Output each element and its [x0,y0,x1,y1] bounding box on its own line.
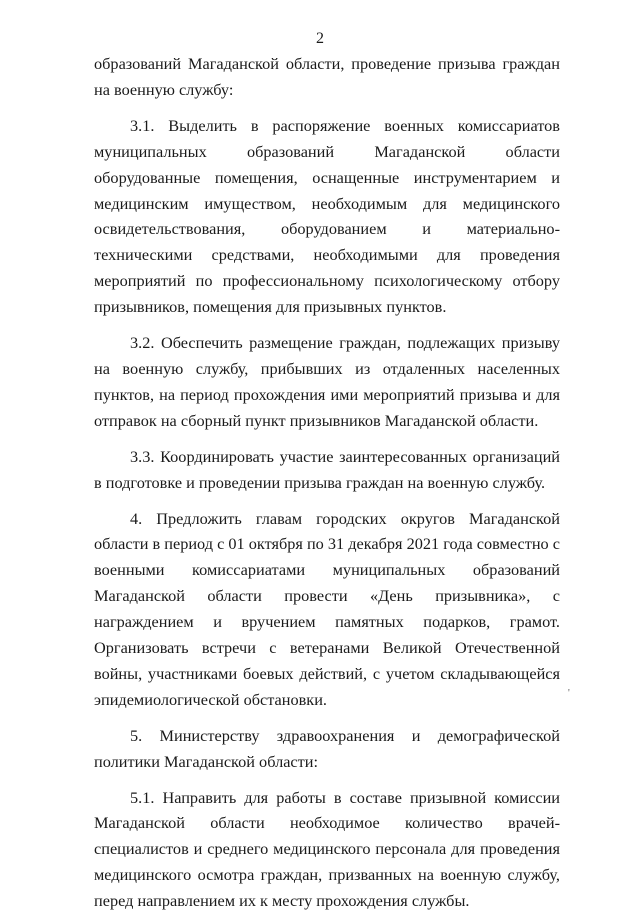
document-body [94,51,560,914]
paragraph-5: 5. Министерству здравоохранения и демографической политики Магаданской области: [94,725,560,771]
page-number: 2 [316,30,324,47]
paragraph-continuation: образований Магаданской области, проведение призыва граждан на военную службу: [94,54,560,99]
paragraph-4: 4. Предложить главам городских округов Магаданской области в период с 01 октября по 31 декабря 2021 года совместно с военными комиссариатами муниципальных образований Магаданской области провести «День призывника», с награждением и вручением памятных подарков, грамот. Организовать встречи с ветеранами Великой Отечественной войны, участниками боевых действий, с учетом складывающейся эпидемиологической обстановки. [94,508,560,709]
paragraph-3-1: 3.1. Выделить в распоряжение военных комиссариатов муниципальных образований Магаданской области оборудованные помещения, оснащенные инструментарием и медицинским имуществом, необходимым для медицинского освидетельствования, оборудованием и материально-техническими средствами, необходимыми для проведения мероприятий по профессиональному психологическому отбору призывников, помещения для призывных пунктов. [94,115,560,317]
paragraph-3-3: 3.3. Координировать участие заинтересованных организаций в подготовке и проведении призыва граждан на военную службу. [94,446,560,492]
paragraph-5-1: 5.1. Направить для работы в составе призывной комиссии Магаданской области необходимое количество врачей-специалистов и среднего медицинского персонала для проведения медицинского осмотра граждан, призванных на военную службу, перед направлением их к месту прохождения службы. [94,787,560,911]
paragraph-3-2: 3.2. Обеспечить размещение граждан, подлежащих призыву на военную службу, прибывших из отдаленных населенных пунктов, на период прохождения ими мероприятий призыва и для отправок на сборный пункт призывников Магаданской области. [94,333,560,430]
stray-mark: ' [568,688,570,699]
